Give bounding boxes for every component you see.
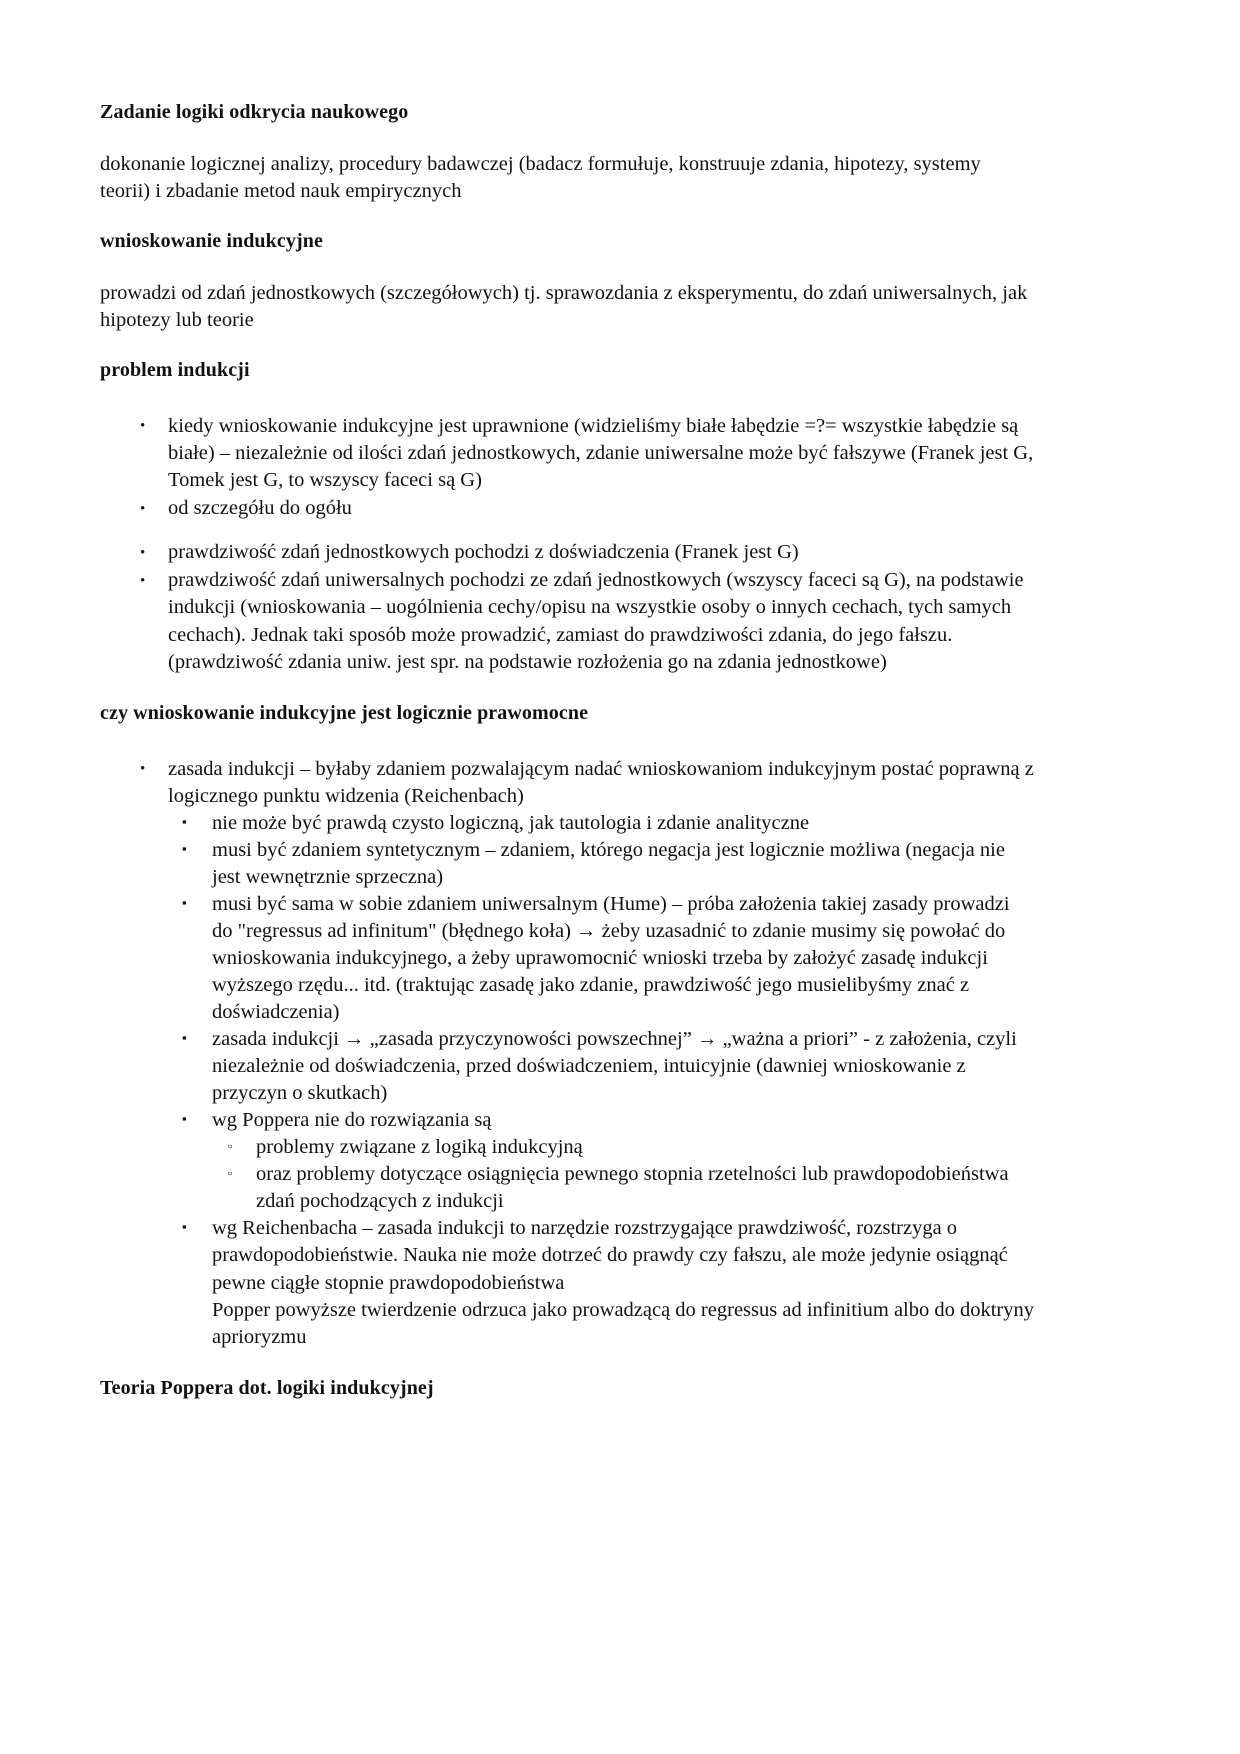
list-item-text: musi być zdaniem syntetycznym – zdaniem, którego negacja jest logicznie możliwa (negacja nie jest wewnętrznie sprzeczna) — [212, 838, 1005, 888]
list-item-text: nie może być prawdą czysto logiczną, jak tautologia i zdanie analityczne — [212, 811, 810, 834]
list-item — [100, 567, 1035, 675]
bullet-square-icon: ▪ — [182, 813, 187, 829]
spacer — [100, 1352, 1035, 1376]
paragraph-inductive-inference: prowadzi od zdań jednostkowych (szczegółowych) tj. sprawozdania z eksperymentu, do zdań uniwersalnych, jak hipotezy lub teorie — [100, 282, 1028, 332]
list-item-text: wg Poppera nie do rozwiązania są — [212, 1109, 492, 1132]
list-item — [212, 1161, 1035, 1215]
section-heading-inductive-inference: wnioskowanie indukcyjne — [100, 230, 323, 253]
bullet-square-icon: ▪ — [182, 894, 187, 910]
list-item — [168, 810, 1035, 837]
list-item — [168, 837, 1035, 891]
list-item-text: oraz problemy dotyczące osiągnięcia pewnego stopnia rzetelności lub prawdopodobieństwa zdań pochodzących z indukcji — [256, 1163, 1009, 1213]
bullet-square-icon: ▪ — [182, 1111, 187, 1127]
document-body — [100, 100, 1035, 1401]
list-item-text: musi być sama w sobie zdaniem uniwersalnym (Hume) – próba założenia takiej zasady prowadzi do "regressus ad infinitum" (błędnego koła) → żeby uzasadnić to zdanie musimy się powołać do wnioskowania indukcyjnego, a żeby uprawomocnić wnioski trzeba by założyć zasadę indukcji wyższego rzędu... itd. (traktując zasadę jako zdanie, prawdziwość jego musielibyśmy znać z doświadczenia) — [212, 892, 1010, 1024]
bullet-dot-icon: • — [140, 418, 146, 435]
list-item-text: zasada indukcji – byłaby zdaniem pozwalającym nadać wnioskowaniom indukcyjnym postać poprawną z logicznego punktu widzenia (Reichenbach) — [168, 757, 1034, 807]
spacer — [100, 523, 1035, 539]
spacer — [100, 334, 1035, 358]
list-item — [168, 1107, 1035, 1215]
list-item — [100, 539, 1035, 566]
list-item — [100, 413, 1035, 494]
bullet-dot-icon: • — [140, 760, 146, 777]
bullet-hollow-square-icon: ▫ — [228, 1166, 233, 1181]
list-item-text-continued: Popper powyższe twierdzenie odrzuca jako prowadzącą do regressus ad infinitium albo do doktryny aprioryzmu — [212, 1298, 1035, 1348]
bullet-dot-icon: • — [140, 544, 146, 561]
bullet-list-problem-of-induction — [100, 413, 1035, 522]
list-item-text: wg Reichenbacha – zasada indukcji to narzędzie rozstrzygające prawdziwość, rozstrzyga o prawdopodobieństwie. Nauka nie może dotrzeć do prawdy czy fałszu, ale może jedynie osiągnąć pewne ciągłe stopnie prawdopodobieństwa — [212, 1217, 1008, 1294]
spacer — [100, 205, 1035, 229]
list-item — [212, 1134, 1035, 1161]
list-item-text: prawdziwość zdań uniwersalnych pochodzi ze zdań jednostkowych (wszyscy faceci są G), na podstawie indukcji (wnioskowania – uogólnienia cechy/opisu na wszystkie osoby o innych cechach, tych samych cechach). Jednak taki sposób może prowadzić, zamiast do prawdziwości zdania, do jego fałszu. (prawdziwość zdania uniw. jest spr. na podstawie rozłożenia go na zdania jednostkowe) — [168, 569, 1024, 673]
list-item — [100, 495, 1035, 522]
section-heading-popper-theory: Teoria Poppera dot. logiki indukcyjnej — [100, 1376, 434, 1399]
sub-bullet-list-principle-requirements — [168, 810, 1035, 1351]
section-heading-problem-of-induction: problem indukcji — [100, 359, 250, 382]
list-item-text: od szczegółu do ogółu — [168, 497, 352, 520]
list-item — [168, 1026, 1035, 1107]
list-item — [100, 756, 1035, 1351]
sub-sub-bullet-list-popper-problems — [212, 1134, 1035, 1215]
list-item-text: zasada indukcji → „zasada przyczynowości powszechnej” → „ważna a priori” - z założenia, czyli niezależnie od doświadczenia, przed doświadczeniem, intuicyjnie (dawniej wnioskowanie z przyczyn o skutkach) — [212, 1028, 1017, 1105]
bullet-dot-icon: • — [140, 572, 146, 589]
list-item-text: prawdziwość zdań jednostkowych pochodzi z doświadczenia (Franek jest G) — [168, 541, 799, 564]
bullet-square-icon: ▪ — [182, 1030, 187, 1046]
spacer — [100, 677, 1035, 701]
section-heading-is-induction-valid: czy wnioskowanie indukcyjne jest logicznie prawomocne — [100, 701, 589, 724]
bullet-hollow-square-icon: ▫ — [228, 1139, 233, 1154]
bullet-square-icon: ▪ — [182, 1219, 187, 1235]
bullet-list-truth-of-sentences — [100, 539, 1035, 675]
spacer — [100, 726, 1035, 756]
list-item — [168, 891, 1035, 1026]
bullet-dot-icon: • — [140, 500, 146, 517]
spacer — [100, 125, 1035, 151]
list-item-text: kiedy wnioskowanie indukcyjne jest uprawnione (widzieliśmy białe łabędzie =?= wszystkie łabędzie są białe) – niezależnie od ilości zdań jednostkowych, zdanie uniwersalne może być fałszywe (Franek jest G, Tomek jest G, to wszyscy faceci są G) — [168, 415, 1034, 492]
paragraph-logical-analysis: dokonanie logicznej analizy, procedury badawczej (badacz formułuje, konstruuje zdania, hipotezy, systemy teorii) i zbadanie metod nauk empirycznych — [100, 153, 981, 203]
list-item-text: problemy związane z logiką indukcyjną — [256, 1136, 583, 1159]
spacer — [100, 383, 1035, 413]
bullet-list-principle-of-induction — [100, 756, 1035, 1351]
bullet-square-icon: ▪ — [182, 840, 187, 856]
list-item — [168, 1215, 1035, 1350]
section-heading-task-of-logic: Zadanie logiki odkrycia naukowego — [100, 101, 409, 123]
spacer — [100, 254, 1035, 280]
